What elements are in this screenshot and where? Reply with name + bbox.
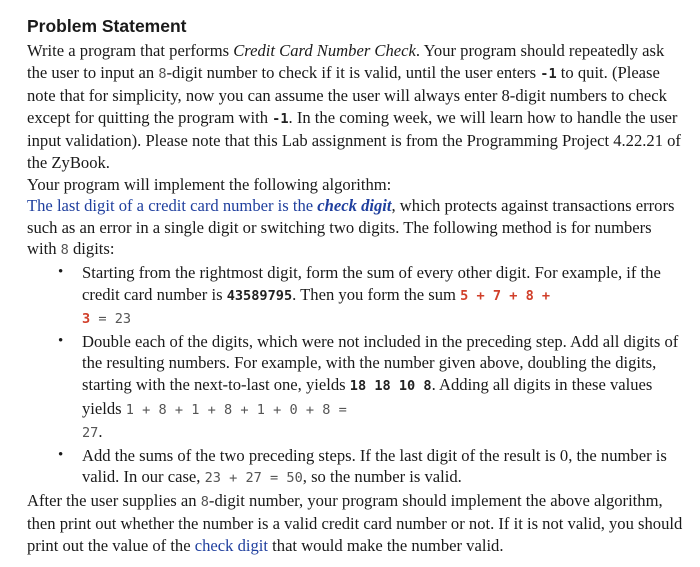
intro-text-3: -digit number to check if it is valid, until the user enters [166,62,541,82]
intro-text-1: Write a program that performs [27,41,234,60]
step1-sum-result: = 23 [90,311,132,328]
card-number-example: 43589795 [226,287,293,304]
step1-sum-last-digit: 3 [82,311,91,328]
step2-period: . [98,422,103,442]
intro-paragraph [27,40,684,174]
bullet-icon: • [58,446,64,463]
step2-text-1: Double each of the digits, which were not included in the preceding step. Add all digits of the resulting numbers. For example, with the number given above, doubling the digits, starting with the next-to-last one, yields [82,331,679,394]
bullet-icon: • [58,332,64,349]
inline-code-eight-2: 8 [60,242,69,259]
check-digit-term-2: check digit [194,536,269,556]
program-name: Credit Card Number Check [233,41,416,60]
closing-paragraph [27,490,684,557]
inline-code-neg1-b: -1 [272,110,289,127]
step1-text-1: Starting from the rightmost digit, form the sum of every other digit. For example, if the credit card number is [82,262,661,304]
step3-text-2: , so the number is valid. [302,467,462,487]
closing-text-3: that would make the number valid. [268,536,504,556]
algorithm-intro: Your program will implement the following algorithm: [27,174,392,194]
list-item [58,331,684,445]
check-digit-paragraph [27,195,684,262]
list-item [58,262,684,331]
page-title: Problem Statement [27,16,187,36]
bullet-icon: • [58,263,64,280]
check-text-2: , which protects against [391,196,549,216]
closing-text-2: -digit number, your program should implement the above algorithm, then print out whether the number is a valid credit card number or not. If it is not valid, you should print out the value of the [27,490,683,556]
check-digit-term: check digit [317,196,392,216]
inline-code-neg1: -1 [540,65,557,82]
intro-text-2: . Your program should repeatedly ask the user to input an [27,41,665,82]
step2-sum-expression: 1 + 8 + 1 + 8 + 1 + 0 + 8 = [125,401,347,418]
doubled-digits: 18 18 10 8 [349,377,432,394]
inline-code-eight: 8 [158,65,167,82]
step3-text-1: Add the sums of the two preceding steps. If the last digit of the result is 0, the number is valid. In our case, [82,445,667,487]
algorithm-steps-list [27,262,684,490]
step2-sum-result: 27 [82,425,99,442]
closing-text-1: After the user supplies an [27,490,201,510]
step2-text-2: . Adding all digits in these values yields [82,374,653,418]
inline-code-eight-3: 8 [200,493,209,510]
list-item [58,445,684,490]
check-text-1: The last digit of a credit card number is the [27,196,318,216]
intro-text-5: . In the coming week, we will learn how to handle the user input validation). Please note that this Lab assignment is from the Programming Project 4.22.21 of the ZyBook. [27,107,681,172]
intro-text-4: to quit. (Please note that for simplicity, now you can assume the user will always enter 8-digit numbers to check except for quitting the program with [27,62,667,127]
check-text-4: digits: [68,239,115,259]
step1-text-2: . Then you form the sum [292,284,461,304]
step1-sum-expression: 5 + 7 + 8 + [460,287,551,304]
step3-sum-expression: 23 + 27 = 50 [204,470,303,487]
check-text-3: transactions errors such as an error in a single digit or switching two digits. The following method is for numbers with [27,196,675,259]
